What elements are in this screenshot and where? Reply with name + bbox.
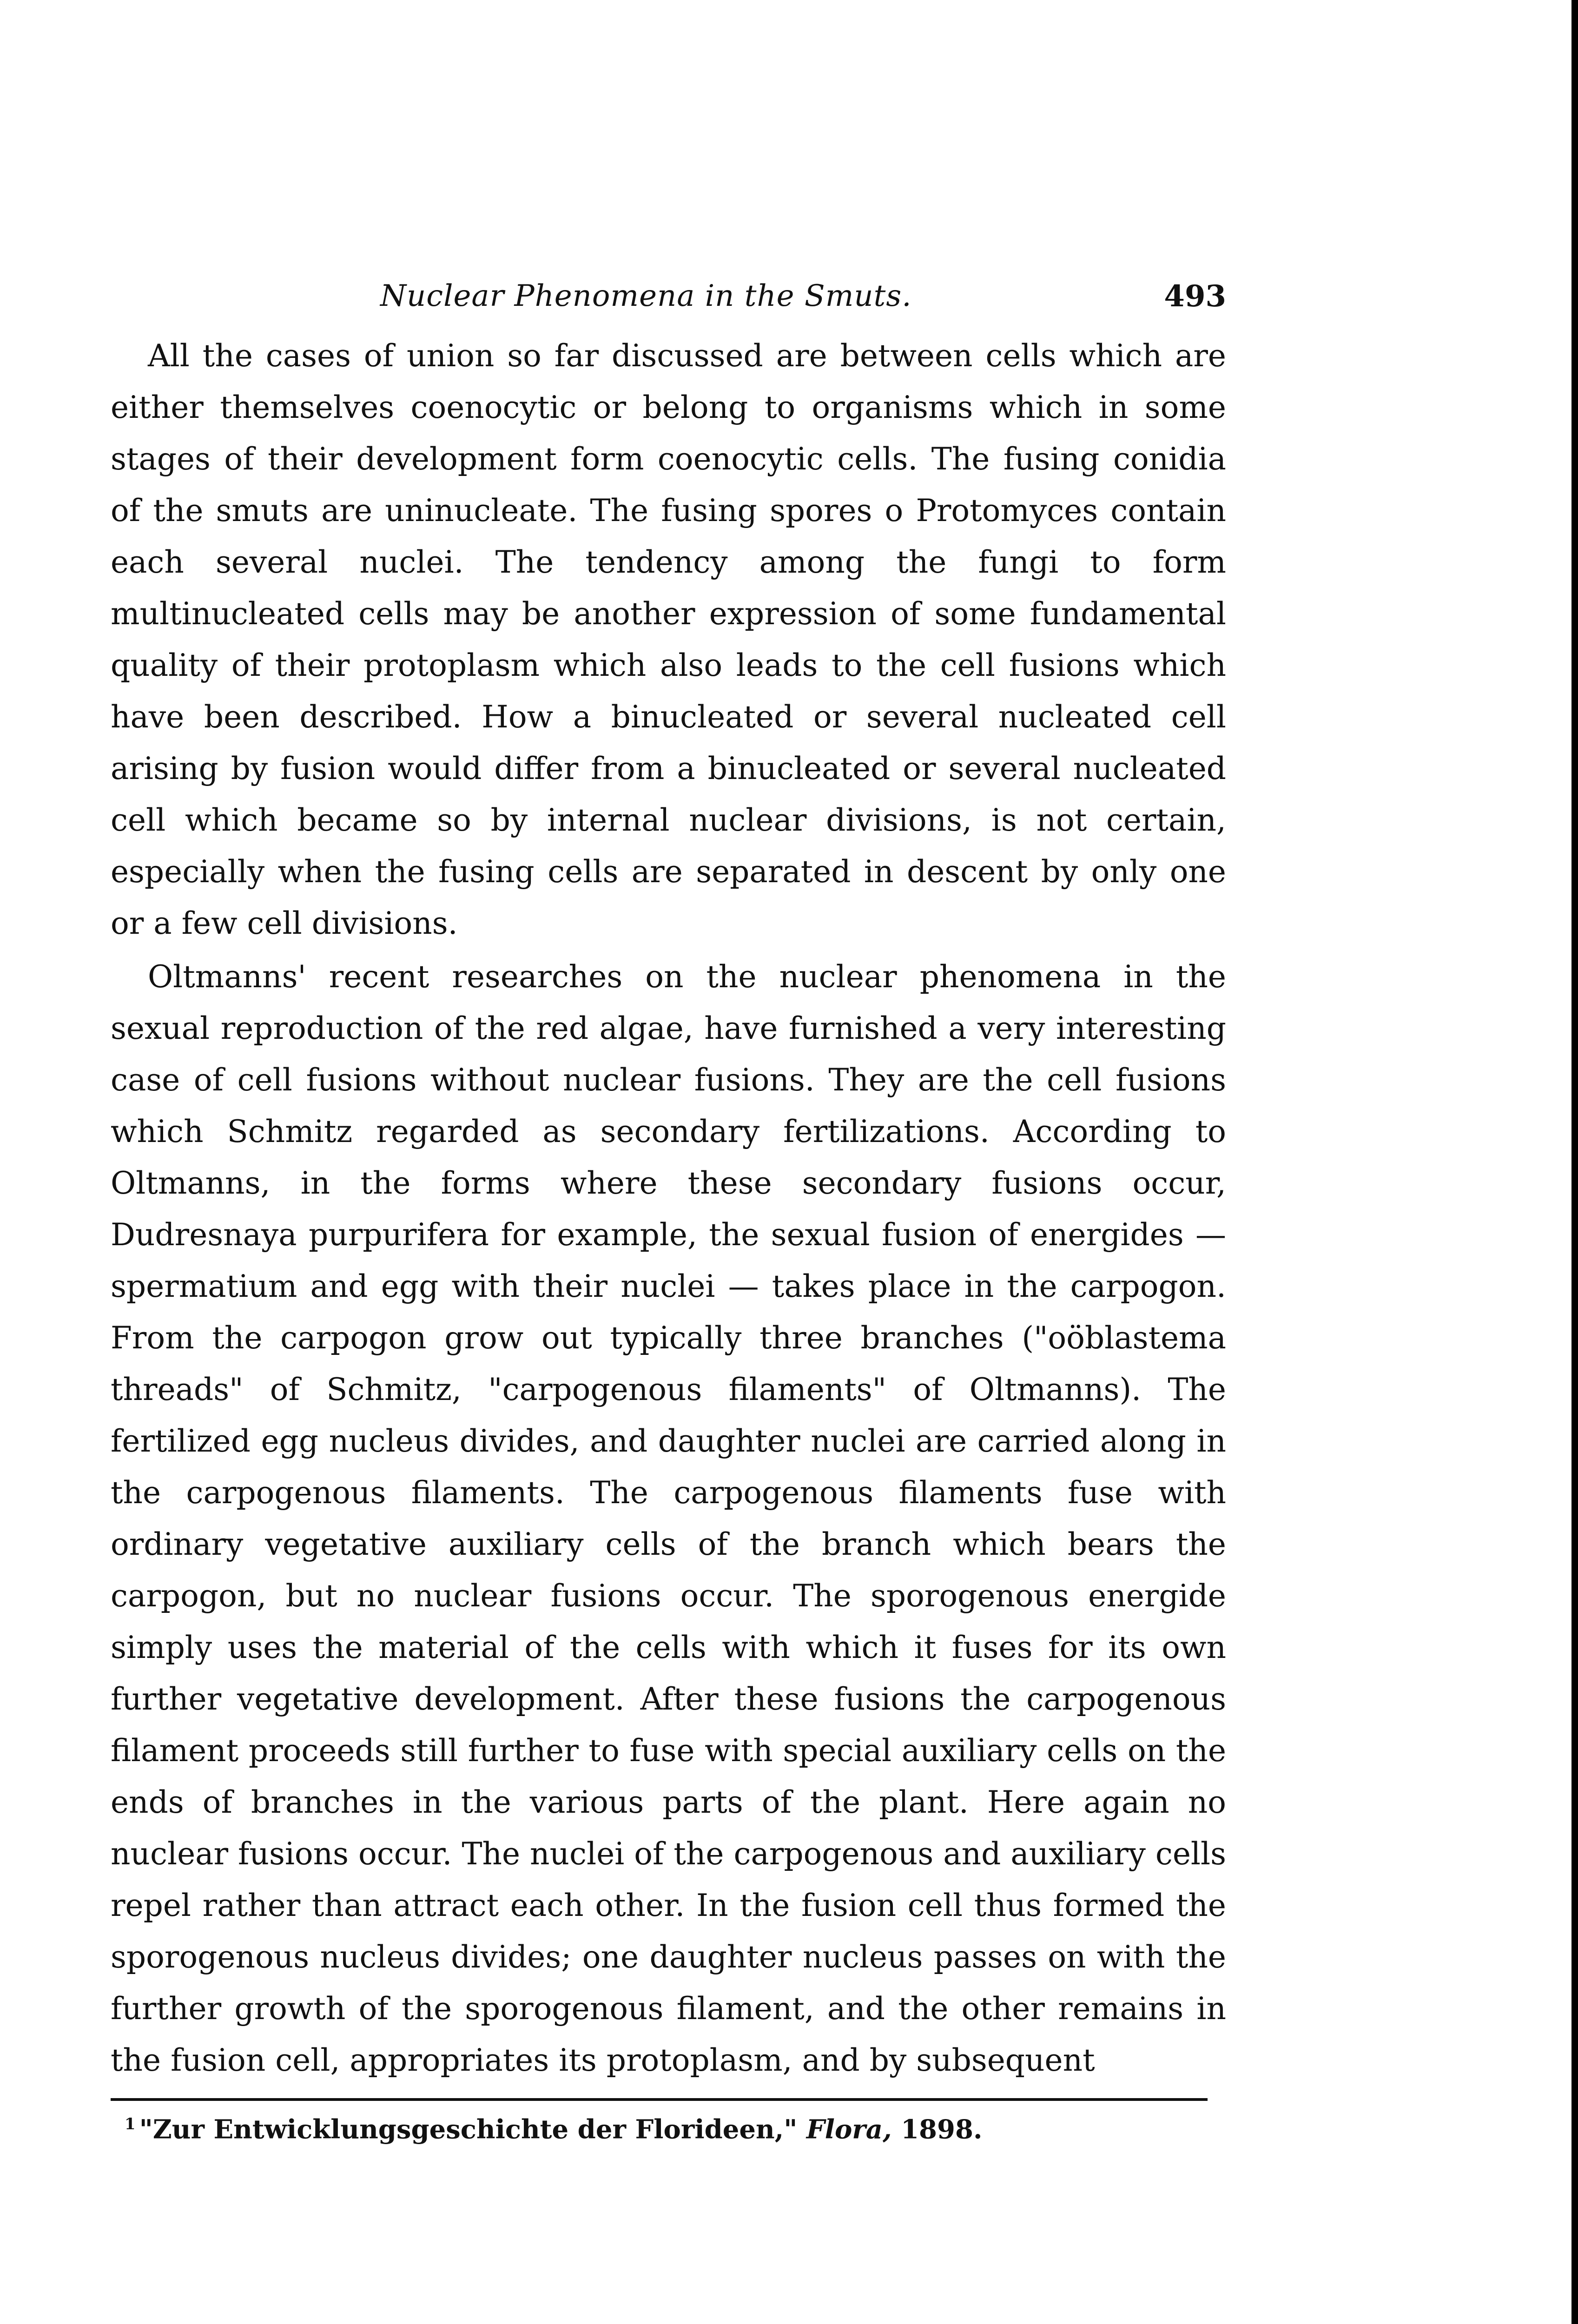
paragraph-2: Oltmanns' recent researches on the nuclear phenomena in the sexual reproduction of the red algae, have furnished a very interesting case of cell fusions without nuclear fusions. They are the cell fusions which Schmitz regarded as secondary fertilizations. According to Oltmanns, in the forms where these secondary fusions occur, Dudresnaya purpurifera for example, the sexual fusion of energides — spermatium and egg with their nuclei — takes place in the carpogon. From the carpogon grow out typically three branches ("oöblastema threads" of Schmitz, "carpogenous filaments" of Oltmanns). The fertilized egg nucleus divides, and daughter nuclei are carried along in the carpogenous filaments. The carpogenous filaments fuse with ordinary vegetative auxiliary cells of the branch which bears the carpogon, but no nuclear fusions occur. The sporogenous energide simply uses the material of the cells with which it fuses for its own further vegetative development. After these fusions the carpogenous filament proceeds still further to fuse with special auxiliary cells on the ends of branches in the various parts of the plant. Here again no nuclear fusions occur. The nuclei of the carpogenous and auxiliary cells repel rather than attract each other. In the fusion cell thus formed the sporogenous nucleus divides; one daughter nucleus passes on with the further growth of the sporogenous filament, and the other remains in the fusion cell, appropriates its protoplasm, and by subsequent	[111, 959, 1226, 2078]
paragraph-1: All the cases of union so far discussed are between cells which are either themselves coenocytic or belong to organisms which in some stages of their development form coenocytic cells. The fusing conidia of the smuts are uninucleate. The fusing spores o Protomyces contain each several nuclei. The tendency among the fungi to form multinucleated cells may be another expression of some fundamental quality of their protoplasm which also leads to the cell fusions which have been described. How a binucleated or several nucleated cell arising by fusion would differ from a binucleated or several nucleated cell which became so by internal nuclear divisions, is not certain, especially when the fusing cells are separated in descent by only one or a few cell divisions.	[111, 338, 1226, 941]
footnote-journal: Flora,	[806, 2114, 892, 2145]
running-head	[111, 279, 1226, 330]
footnote-year: 1898.	[901, 2114, 983, 2145]
footnote-marker: 1	[125, 2115, 136, 2133]
footnote-divider	[111, 2098, 1208, 2101]
scan-border-right	[1571, 0, 1578, 2324]
body-text	[111, 330, 1226, 2086]
footnote-title: "Zur Entwicklungsgeschichte der Florideen,"	[139, 2114, 798, 2145]
document-page	[111, 279, 1226, 2148]
footnote	[125, 2106, 1226, 2148]
page-number: 493	[1164, 279, 1226, 314]
running-title: Nuclear Phenomena in the Smuts.	[380, 279, 912, 313]
